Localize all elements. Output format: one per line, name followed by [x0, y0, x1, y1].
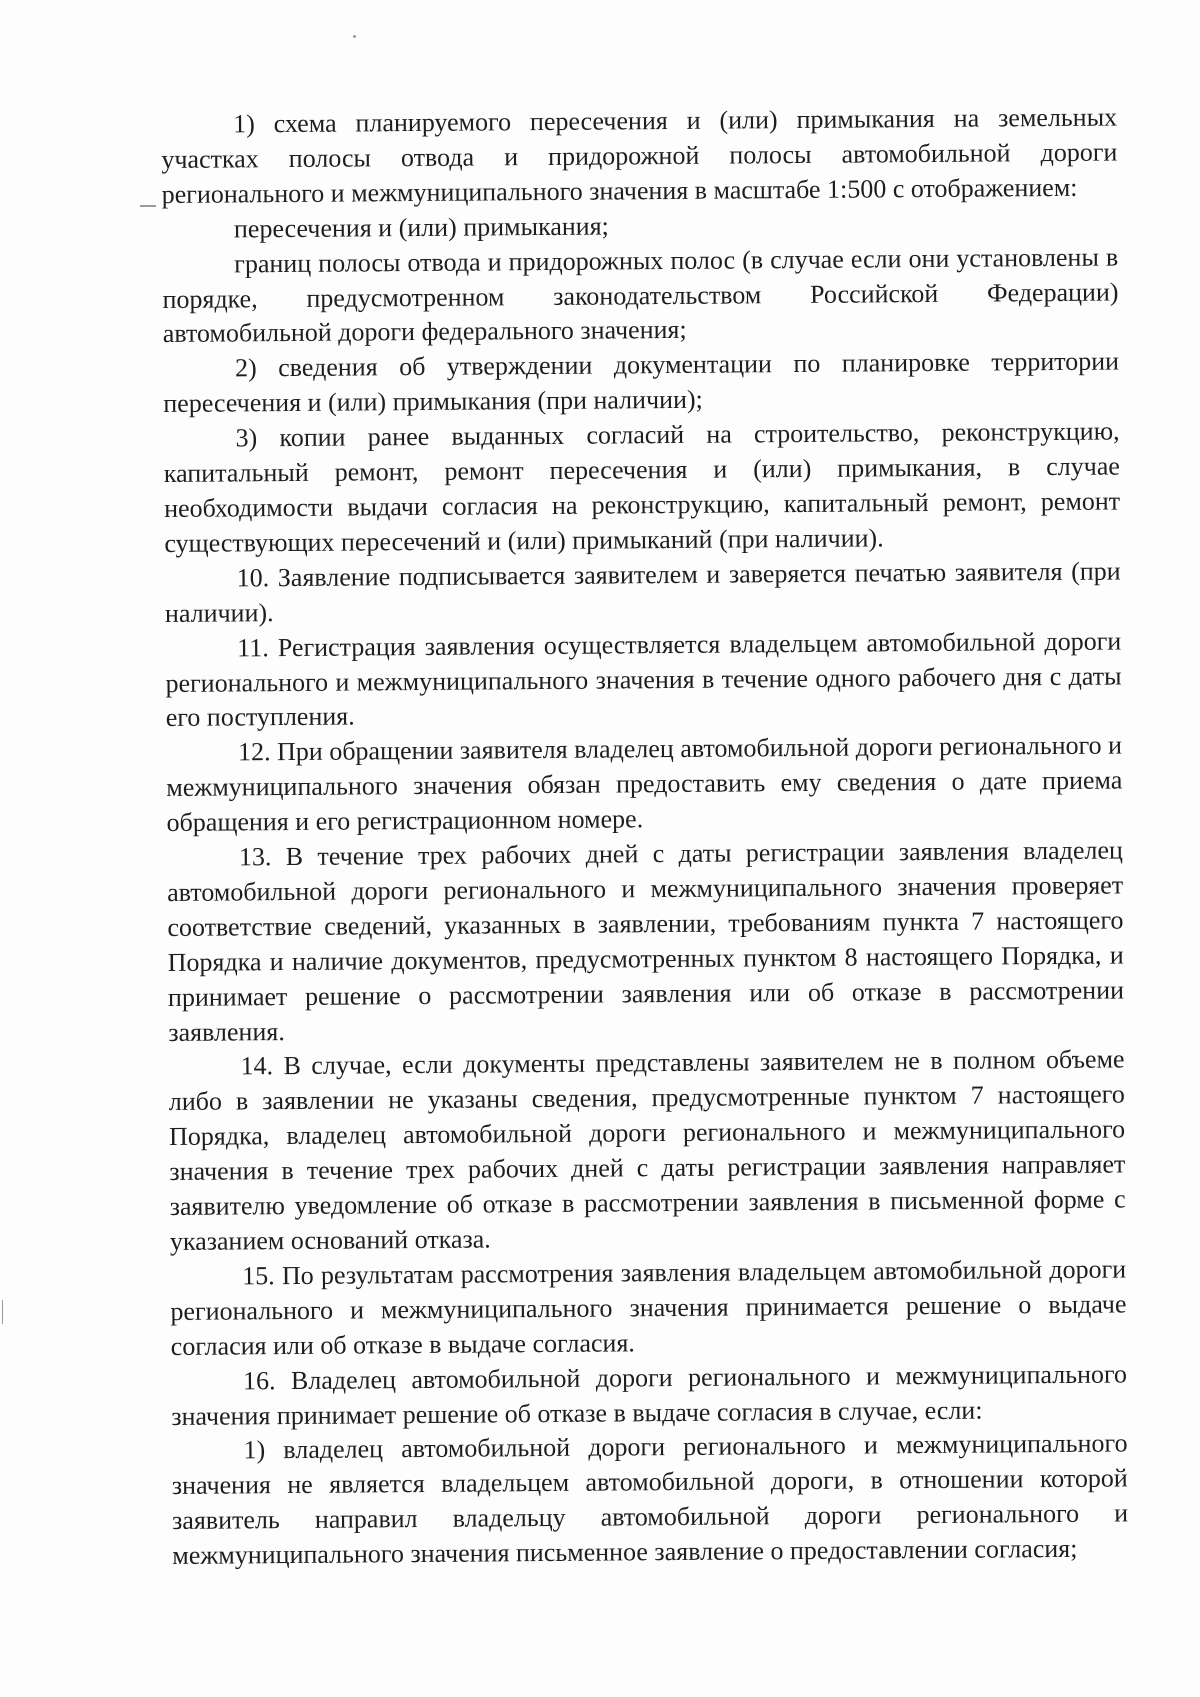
paragraph-11: 11. Регистрация заявления осуществляется владельцем автомобильной дороги регионального и межмуниципального значения в течение одного рабочего дня с даты его поступления. [165, 626, 1122, 733]
paragraph-12: 12. При обращении заявителя владелец автомобильной дороги регионального и межмуниципального значения обязан предоставить ему сведения о дате приема обращения и его регистрационном номере. [166, 730, 1123, 838]
paragraph-10: 10. Заявление подписывается заявителем и заверяется печатью заявителя (при наличии). [164, 556, 1121, 628]
scan-margin-mark [140, 205, 156, 207]
paragraph-1-scheme: 1) схема планируемого пересечения и (или) примыкания на земельных участках полосы отвода и придорожной полосы автомобильной дороги регионального и межмуниципального значения в масштабе 1:500 с отображением: [161, 102, 1118, 209]
paragraph-16: 16. Владелец автомобильной дороги регионального и межмуниципального значения принимает решение об отказе в выдаче согласия в случае, если: [171, 1359, 1128, 1431]
scan-speck [353, 35, 356, 38]
paragraph-3-copies: 3) копии ранее выданных согласий на строительство, реконструкцию, капитальный ремонт, ремонт пересечения и (или) примыкания, в случае необходимости выдачи согласия на реконструкцию, капитальный ремонт, ремонт существующих пересечений и (или) примыканий (при наличии). [163, 416, 1121, 558]
paragraph-2-planning-docs: 2) сведения об утверждении документации по планировке территории пересечения и (или) примыкания (при наличии); [163, 346, 1120, 419]
paragraph-13: 13. В течение трех рабочих дней с даты регистрации заявления владелец автомобильной дороги регионального и межмуниципального значения проверяет соответствие сведений, указанных в заявлении, требованиям пункта 7 настоящего Порядка и наличие документов, предусмотренных пунктом 8 настоящего Порядка, и принимает решение о рассмотрении заявления или об отказе в рассмотрении заявления. [167, 835, 1125, 1047]
paragraph-crossing: пересечения и (или) примыкания; [233, 211, 609, 244]
document-body [161, 100, 1128, 1574]
paragraph-15: 15. По результатам рассмотрения заявления владельцем автомобильной дороги регионального и межмуниципального значения принимается решение о выдаче согласия или об отказе в выдаче согласия. [170, 1254, 1127, 1361]
paragraph-14: 14. В случае, если документы представлены заявителем не в полном объеме либо в заявлении не указаны сведения, предусмотренные пунктом 7 настоящего Порядка, владелец автомобильной дороги регионального и межмуниципального значения в течение трех рабочих дней с даты регистрации заявления направляет заявителю уведомление об отказе в рассмотрении заявления в письменной форме с указанием оснований отказа. [168, 1044, 1126, 1256]
scan-edge-mark [2, 1300, 3, 1324]
paragraph-boundaries: границ полосы отвода и придорожных полос (в случае если они установлены в порядке, предусмотренном законодательством Российской Федерации) автомобильной дороги федерального значения; [162, 242, 1119, 349]
paragraph-16-1: 1) владелец автомобильной дороги регионального и межмуниципального значения не является владельцем автомобильной дороги, в отношении которой заявитель направил владельцу автомобильной дороги регионального и межмуниципального значения письменное заявление о предоставлении согласия; [171, 1428, 1129, 1571]
